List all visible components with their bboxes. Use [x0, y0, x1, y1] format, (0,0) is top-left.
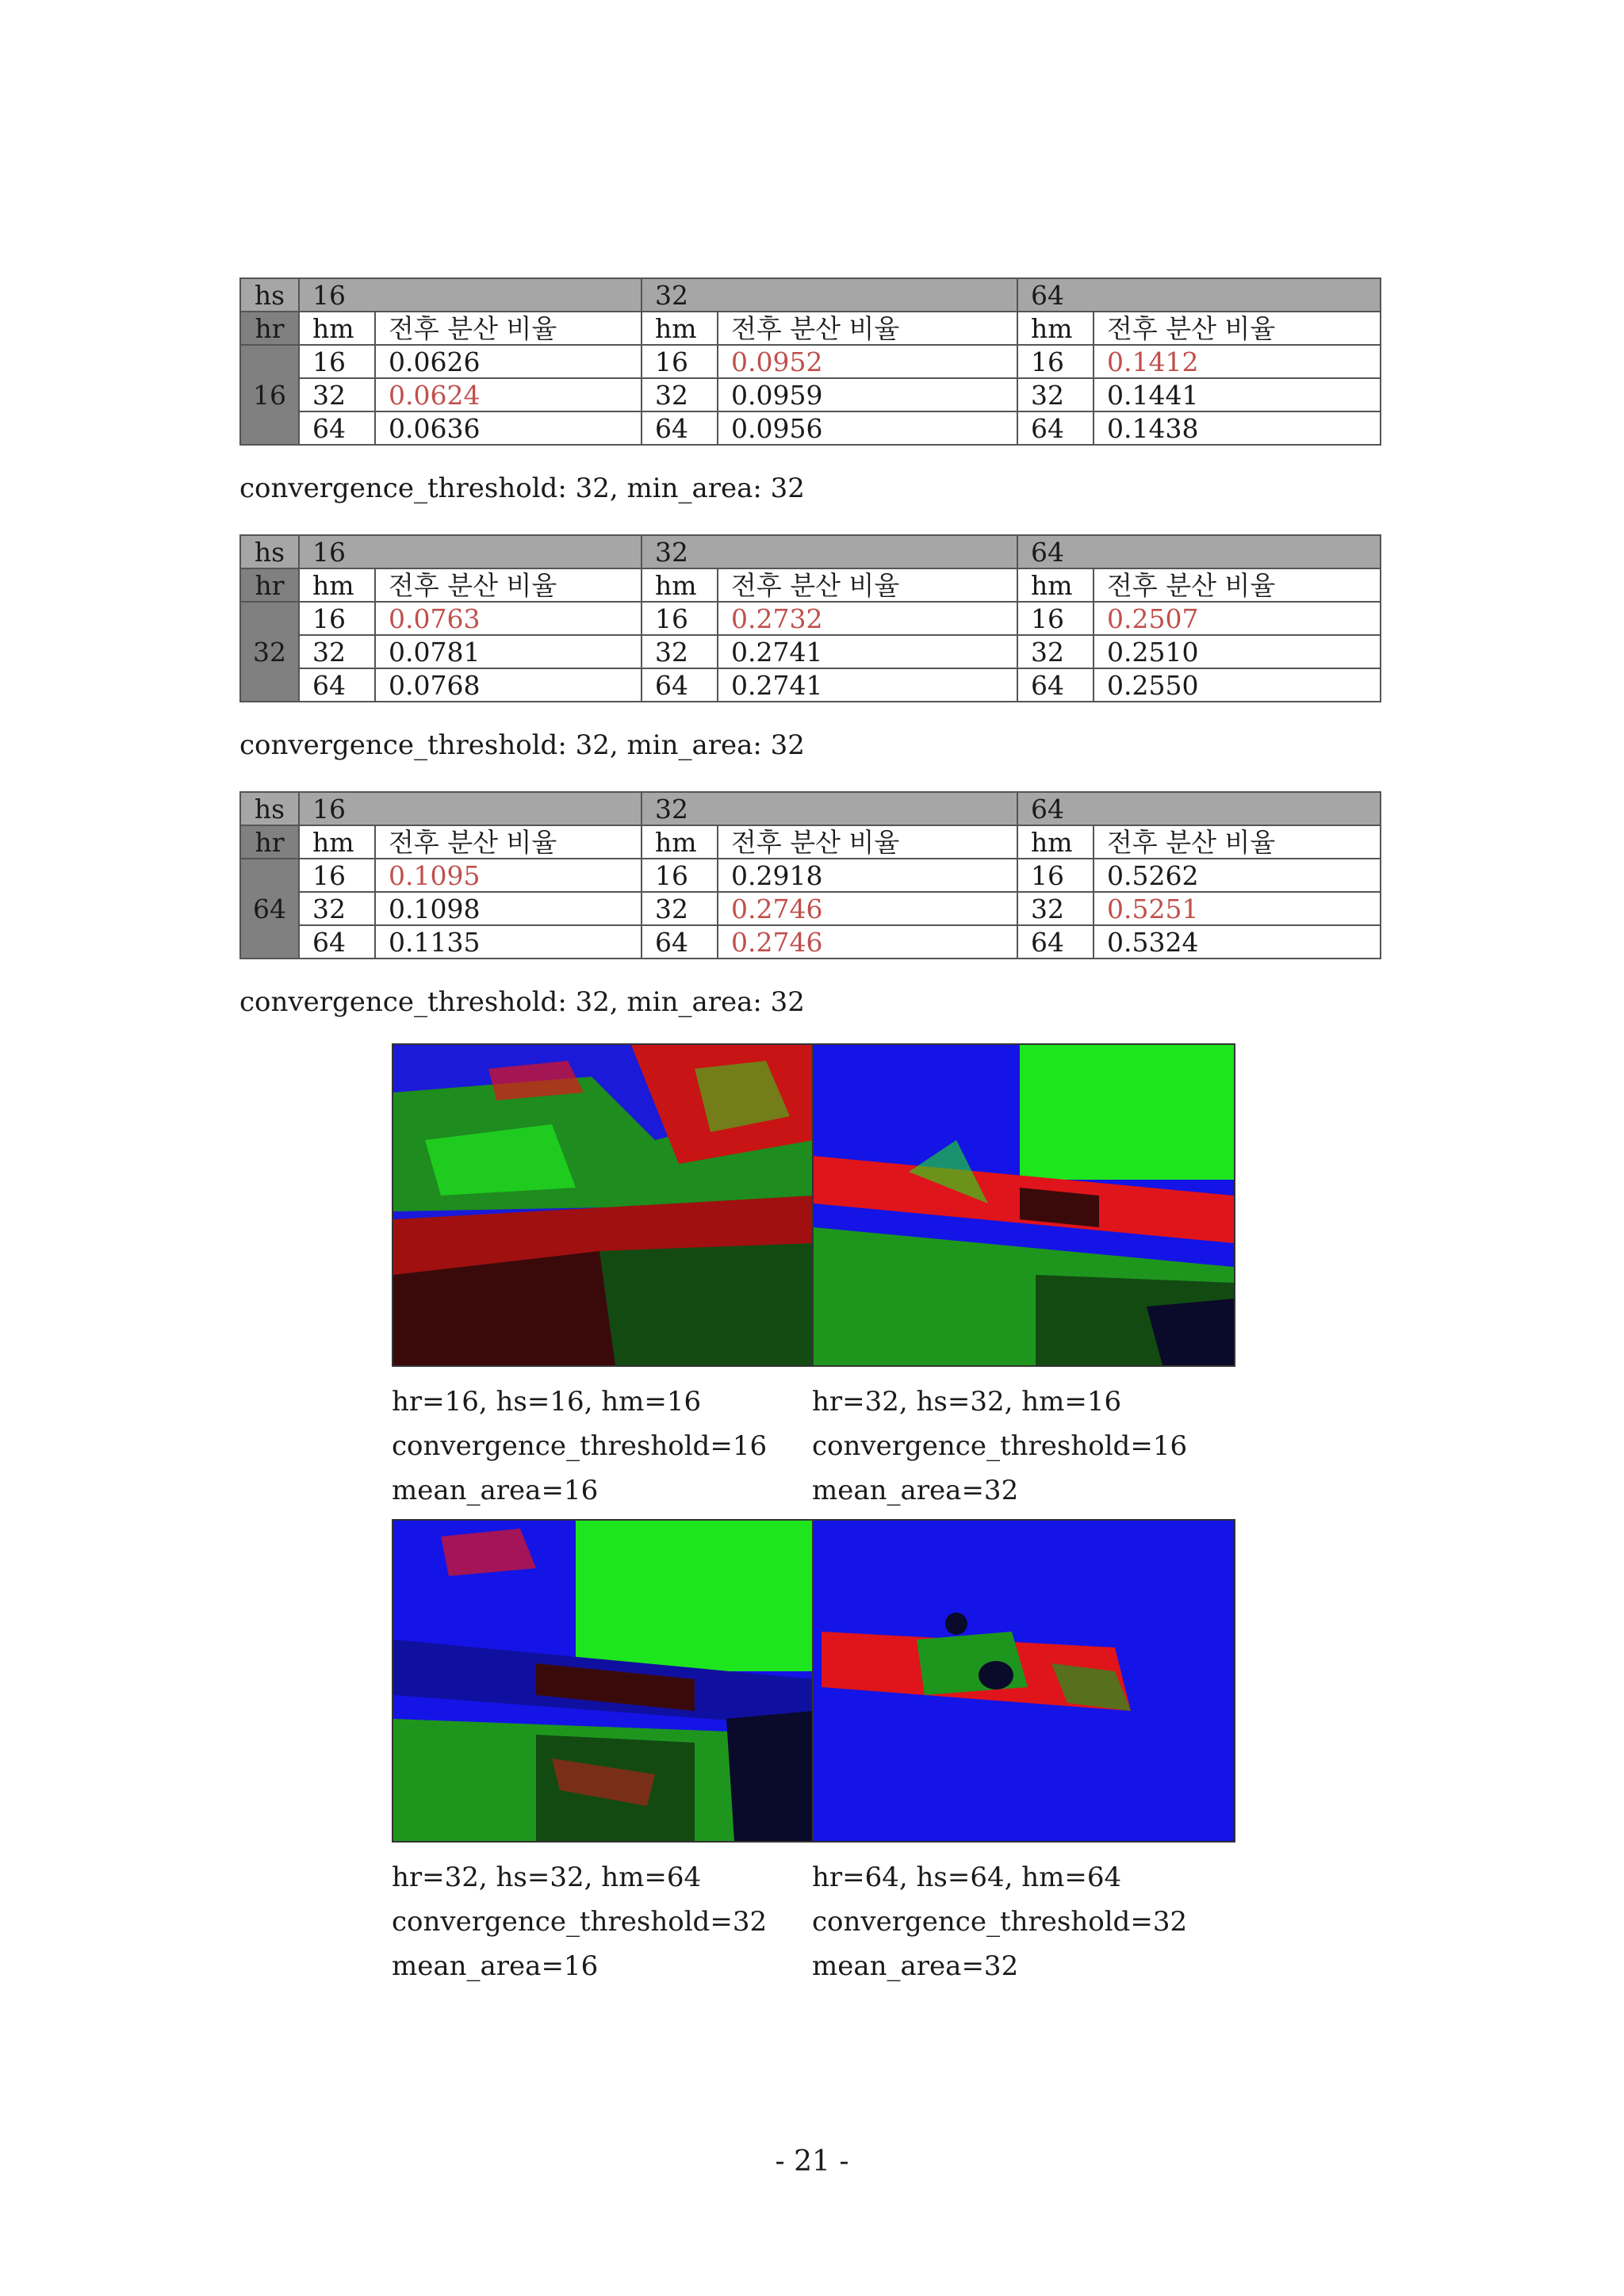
hm-value: 16 [642, 345, 718, 378]
variance-ratio-value: 0.0952 [718, 345, 1017, 378]
hm-label: hm [642, 825, 718, 859]
table-row [240, 411, 1381, 445]
hr-label: hr [240, 568, 299, 602]
hm-label: hm [642, 312, 718, 345]
variance-ratio-value: 0.2741 [718, 635, 1017, 668]
results-table-hr64 [239, 791, 1380, 959]
hm-value: 64 [299, 668, 375, 702]
table-row [240, 345, 1381, 378]
ratio-label: 전후 분산 비율 [375, 568, 642, 602]
variance-ratio-value: 0.0959 [718, 378, 1017, 411]
figure-caption-4-line-2: convergence_threshold=32 [812, 1906, 1188, 1938]
hs-value: 32 [642, 792, 1017, 825]
hm-value: 32 [299, 378, 375, 411]
variance-ratio-value: 0.5251 [1094, 892, 1381, 925]
figure-caption-2 [812, 1380, 1187, 1513]
figure-caption-2-line-3: mean_area=32 [812, 1475, 1019, 1506]
results-table [239, 277, 1381, 446]
hr-value: 16 [240, 345, 299, 445]
variance-ratio-value: 0.2918 [718, 859, 1017, 892]
table-header-row-hr [240, 825, 1381, 859]
variance-ratio-value: 0.0763 [375, 602, 642, 635]
hm-value: 64 [1017, 411, 1094, 445]
ratio-label: 전후 분산 비율 [718, 568, 1017, 602]
hm-value: 16 [1017, 345, 1094, 378]
figure-caption-1 [392, 1380, 767, 1513]
variance-ratio-value: 0.0768 [375, 668, 642, 702]
hm-value: 64 [1017, 925, 1094, 959]
variance-ratio-value: 0.2741 [718, 668, 1017, 702]
variance-ratio-value: 0.1098 [375, 892, 642, 925]
variance-ratio-value: 0.2746 [718, 925, 1017, 959]
variance-ratio-value: 0.0626 [375, 345, 642, 378]
figure-caption-1-line-3: mean_area=16 [392, 1475, 599, 1506]
hr-label: hr [240, 312, 299, 345]
table-row [240, 378, 1381, 411]
hm-value: 16 [1017, 602, 1094, 635]
ratio-label: 전후 분산 비율 [1094, 568, 1381, 602]
table-row [240, 602, 1381, 635]
hs-value: 32 [642, 535, 1017, 568]
table-caption-2: convergence_threshold: 32, min_area: 32 [239, 729, 805, 761]
variance-ratio-value: 0.2507 [1094, 602, 1381, 635]
figure-caption-3 [392, 1855, 767, 1988]
table-header-row-hr [240, 568, 1381, 602]
variance-ratio-value: 0.2746 [718, 892, 1017, 925]
variance-ratio-value: 0.2732 [718, 602, 1017, 635]
variance-ratio-value: 0.1135 [375, 925, 642, 959]
hm-label: hm [299, 568, 375, 602]
hm-label: hm [1017, 568, 1094, 602]
table-header-row-hr [240, 312, 1381, 345]
hs-value: 64 [1017, 278, 1381, 312]
hm-value: 64 [642, 925, 718, 959]
hm-value: 32 [1017, 635, 1094, 668]
hm-value: 64 [299, 925, 375, 959]
ratio-label: 전후 분산 비율 [375, 825, 642, 859]
variance-ratio-value: 0.5324 [1094, 925, 1381, 959]
hm-value: 32 [1017, 378, 1094, 411]
table-caption-1: convergence_threshold: 32, min_area: 32 [239, 473, 805, 504]
ratio-label: 전후 분산 비율 [718, 312, 1017, 345]
variance-ratio-value: 0.1441 [1094, 378, 1381, 411]
hm-value: 16 [1017, 859, 1094, 892]
hs-value: 16 [299, 278, 642, 312]
figure-caption-4-line-1: hr=64, hs=64, hm=64 [812, 1862, 1122, 1893]
hm-value: 16 [642, 859, 718, 892]
hm-value: 32 [299, 635, 375, 668]
variance-ratio-value: 0.2510 [1094, 635, 1381, 668]
hs-value: 64 [1017, 792, 1381, 825]
hm-value: 16 [299, 859, 375, 892]
hm-value: 16 [299, 345, 375, 378]
table-caption-3: convergence_threshold: 32, min_area: 32 [239, 986, 805, 1018]
hr-value: 64 [240, 859, 299, 959]
table-header-row-hs [240, 278, 1381, 312]
figure-caption-2-line-1: hr=32, hs=32, hm=16 [812, 1386, 1122, 1418]
hm-value: 32 [642, 892, 718, 925]
ratio-label: 전후 분산 비율 [375, 312, 642, 345]
figure-caption-1-line-2: convergence_threshold=16 [392, 1430, 768, 1462]
hm-value: 32 [642, 378, 718, 411]
hm-label: hm [1017, 825, 1094, 859]
figure-caption-4 [812, 1855, 1187, 1988]
hm-label: hm [299, 825, 375, 859]
hm-value: 32 [299, 892, 375, 925]
hm-label: hm [1017, 312, 1094, 345]
variance-ratio-value: 0.0781 [375, 635, 642, 668]
ratio-label: 전후 분산 비율 [718, 825, 1017, 859]
hm-value: 32 [1017, 892, 1094, 925]
variance-ratio-value: 0.2550 [1094, 668, 1381, 702]
table-row [240, 635, 1381, 668]
segmentation-image-3 [392, 1519, 815, 1843]
hm-value: 16 [299, 602, 375, 635]
table-row [240, 892, 1381, 925]
figure-caption-3-line-1: hr=32, hs=32, hm=64 [392, 1862, 702, 1893]
table-header-row-hs [240, 792, 1381, 825]
figure-caption-3-line-2: convergence_threshold=32 [392, 1906, 768, 1938]
table-row [240, 668, 1381, 702]
results-table [239, 534, 1381, 702]
hm-value: 32 [642, 635, 718, 668]
hs-value: 16 [299, 535, 642, 568]
variance-ratio-value: 0.1095 [375, 859, 642, 892]
table-row [240, 925, 1381, 959]
segmentation-image-1 [392, 1043, 815, 1367]
hs-value: 16 [299, 792, 642, 825]
variance-ratio-value: 0.0636 [375, 411, 642, 445]
hs-label: hs [240, 792, 299, 825]
hm-value: 64 [642, 668, 718, 702]
table-header-row-hs [240, 535, 1381, 568]
hr-value: 32 [240, 602, 299, 702]
ratio-label: 전후 분산 비율 [1094, 825, 1381, 859]
hs-label: hs [240, 278, 299, 312]
hm-value: 64 [642, 411, 718, 445]
figure-caption-3-line-3: mean_area=16 [392, 1950, 599, 1982]
table-row [240, 859, 1381, 892]
figure-caption-1-line-1: hr=16, hs=16, hm=16 [392, 1386, 702, 1418]
hm-value: 64 [1017, 668, 1094, 702]
variance-ratio-value: 0.0624 [375, 378, 642, 411]
hm-value: 64 [299, 411, 375, 445]
variance-ratio-value: 0.0956 [718, 411, 1017, 445]
results-table-hr16 [239, 277, 1380, 446]
hs-value: 64 [1017, 535, 1381, 568]
segmentation-image-2 [812, 1043, 1235, 1367]
variance-ratio-value: 0.5262 [1094, 859, 1381, 892]
results-table-hr32 [239, 534, 1380, 702]
figure-caption-4-line-3: mean_area=32 [812, 1950, 1019, 1982]
hm-label: hm [299, 312, 375, 345]
variance-ratio-value: 0.1412 [1094, 345, 1381, 378]
hm-value: 16 [642, 602, 718, 635]
segmentation-image-4 [812, 1519, 1235, 1843]
ratio-label: 전후 분산 비율 [1094, 312, 1381, 345]
hs-label: hs [240, 535, 299, 568]
figure-caption-2-line-2: convergence_threshold=16 [812, 1430, 1188, 1462]
hm-label: hm [642, 568, 718, 602]
page-number: - 21 - [775, 2145, 849, 2178]
hs-value: 32 [642, 278, 1017, 312]
variance-ratio-value: 0.1438 [1094, 411, 1381, 445]
hr-label: hr [240, 825, 299, 859]
results-table [239, 791, 1381, 959]
